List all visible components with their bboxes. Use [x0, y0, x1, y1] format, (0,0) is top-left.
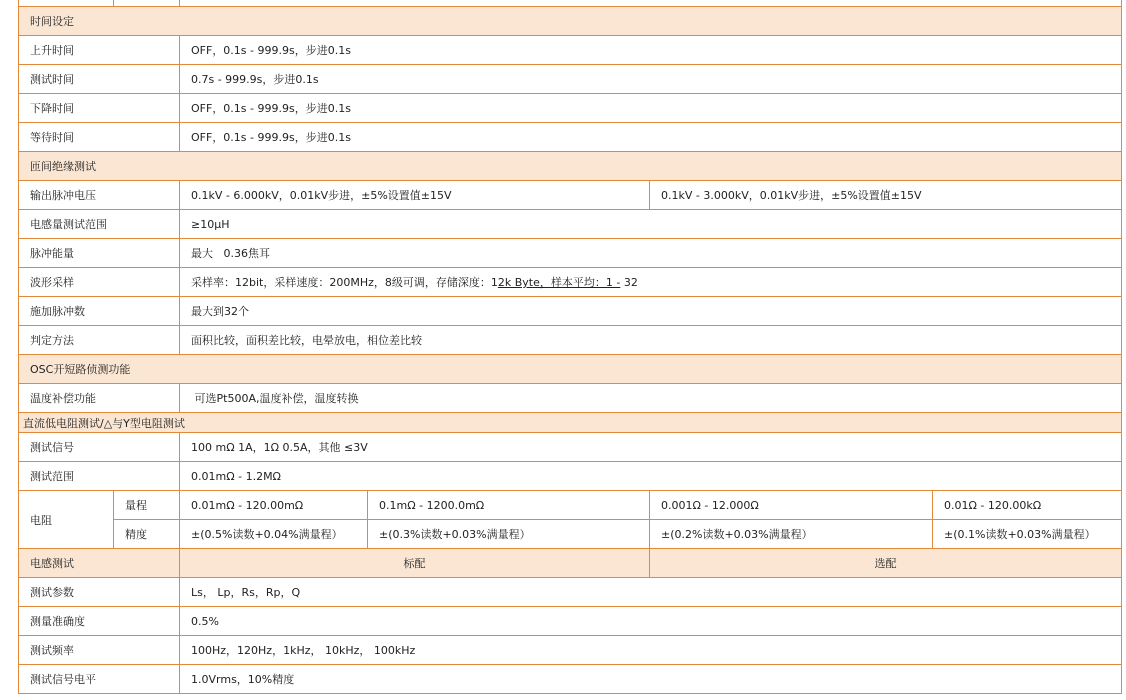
row-value: ≥10μH	[180, 210, 1122, 239]
row-label: 施加脉冲数	[19, 297, 180, 326]
table-row	[19, 607, 1122, 636]
section-title: 匝间绝缘测试	[19, 152, 1122, 181]
table-row	[19, 636, 1122, 665]
section-header-inter-turn	[19, 152, 1122, 181]
table-row	[19, 520, 1122, 549]
row-value: 0.7s - 999.9s，步进0.1s	[180, 65, 1122, 94]
row-label: 电感量测试范围	[19, 210, 180, 239]
section-title: 电感测试	[19, 549, 180, 578]
row-label: 下降时间	[19, 94, 180, 123]
row-label: 测量准确度	[19, 607, 180, 636]
row-value: 1.0Vrms，10%精度	[180, 665, 1122, 694]
section-title: 直流低电阻测试/△与Y型电阻测试	[19, 413, 1122, 433]
row-label: 等待时间	[19, 123, 180, 152]
waveform-link[interactable]: 2k Byte，样本平均：1 -	[497, 276, 621, 289]
table-row	[19, 491, 1122, 520]
row-label: 上升时间	[19, 36, 180, 65]
section-header-time	[19, 7, 1122, 36]
section-header-dc-resistance	[19, 413, 1122, 433]
table-row	[19, 36, 1122, 65]
accuracy-cell: ±(0.5%读数+0.04%满量程）	[180, 520, 368, 549]
row-value: 可选Pt500A,温度补偿，温度转换	[180, 384, 1122, 413]
table-row	[19, 297, 1122, 326]
range-cell: 0.01Ω - 120.00kΩ	[933, 491, 1122, 520]
optional-header: 选配	[650, 549, 1122, 578]
row-label: 测试时间	[19, 65, 180, 94]
spec-table-container	[18, 0, 1121, 694]
row-value: OFF，0.1s - 999.9s，步进0.1s	[180, 36, 1122, 65]
table-row	[19, 181, 1122, 210]
table-row	[19, 665, 1122, 694]
row-value: 0.1kV - 3.000kV，0.01kV步进，±5%设置值±15V	[650, 181, 1122, 210]
table-row	[19, 326, 1122, 355]
table-row	[19, 433, 1122, 462]
table-row	[19, 239, 1122, 268]
range-label: 量程	[114, 491, 180, 520]
standard-header: 标配	[180, 549, 650, 578]
row-value: 面积比较，面积差比较，电晕放电，相位差比较	[180, 326, 1122, 355]
row-label: 温度补偿功能	[19, 384, 180, 413]
row-label: 测试参数	[19, 578, 180, 607]
row-label: 判定方法	[19, 326, 180, 355]
waveform-text-end: 32	[620, 276, 638, 289]
spec-table	[18, 0, 1122, 694]
table-row	[19, 384, 1122, 413]
section-title: 时间设定	[19, 7, 1122, 36]
table-row	[19, 462, 1122, 491]
row-label: 输出脉冲电压	[19, 181, 180, 210]
row-value: 最大到32个	[180, 297, 1122, 326]
waveform-text: 采样率：12bit，采样速度：200MHz，8级可调，存储深度：1	[191, 276, 498, 289]
row-value: 100 mΩ 1A，1Ω 0.5A，其他 ≤3V	[180, 433, 1122, 462]
range-cell: 0.001Ω - 12.000Ω	[650, 491, 933, 520]
section-header-osc	[19, 355, 1122, 384]
section-title: OSC开短路侦测功能	[19, 355, 1122, 384]
row-value: 0.01mΩ - 1.2MΩ	[180, 462, 1122, 491]
accuracy-label: 精度	[114, 520, 180, 549]
row-value: 最大 0.36焦耳	[180, 239, 1122, 268]
table-row	[19, 94, 1122, 123]
row-label: 测试范围	[19, 462, 180, 491]
row-value: Ls， Lp，Rs，Rp，Q	[180, 578, 1122, 607]
accuracy-cell: ±(0.3%读数+0.03%满量程）	[368, 520, 650, 549]
row-label: 测试信号	[19, 433, 180, 462]
row-value: 0.5%	[180, 607, 1122, 636]
accuracy-cell: ±(0.2%读数+0.03%满量程）	[650, 520, 933, 549]
table-row	[19, 210, 1122, 239]
row-label: 测试信号电平	[19, 665, 180, 694]
table-row	[19, 268, 1122, 297]
row-value: OFF，0.1s - 999.9s，步进0.1s	[180, 123, 1122, 152]
range-cell: 0.01mΩ - 120.00mΩ	[180, 491, 368, 520]
row-value: OFF，0.1s - 999.9s，步进0.1s	[180, 94, 1122, 123]
table-row	[19, 578, 1122, 607]
accuracy-cell: ±(0.1%读数+0.03%满量程）	[933, 520, 1122, 549]
row-value: 0.1kV - 6.000kV，0.01kV步进，±5%设置值±15V	[180, 181, 650, 210]
row-value: 100Hz，120Hz，1kHz， 10kHz， 100kHz	[180, 636, 1122, 665]
section-header-inductance	[19, 549, 1122, 578]
range-cell: 0.1mΩ - 1200.0mΩ	[368, 491, 650, 520]
table-row	[19, 65, 1122, 94]
table-row	[19, 123, 1122, 152]
row-label: 测试频率	[19, 636, 180, 665]
row-label: 波形采样	[19, 268, 180, 297]
row-label: 脉冲能量	[19, 239, 180, 268]
resistance-label: 电阻	[19, 491, 114, 549]
row-value	[180, 268, 1122, 297]
